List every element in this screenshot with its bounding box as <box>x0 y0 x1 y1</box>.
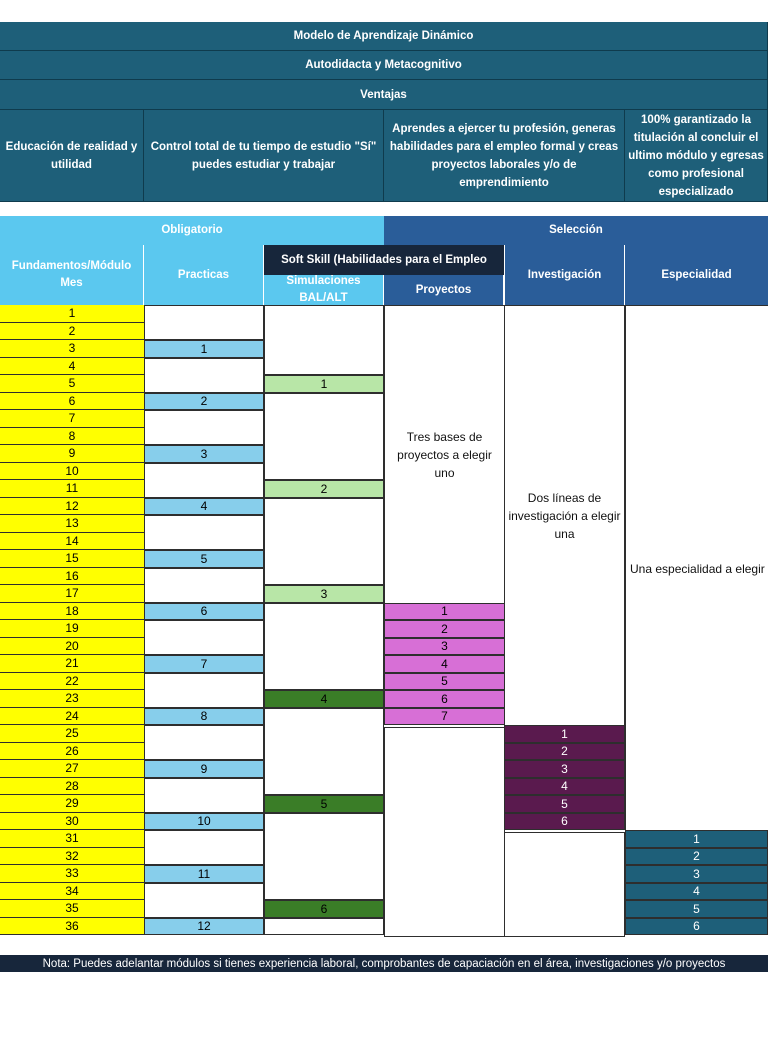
practica-cell: 8 <box>144 708 264 726</box>
simulaciones-empty <box>264 708 384 796</box>
practica-cell: 11 <box>144 865 264 883</box>
practicas-empty <box>144 725 264 760</box>
month-cell: 2 <box>0 323 144 341</box>
especialidad-cell: 5 <box>625 900 768 918</box>
practicas-empty <box>144 515 264 550</box>
col-simulaciones: Simulaciones BAL/ALT <box>264 275 384 305</box>
month-cell: 20 <box>0 638 144 656</box>
advantages-heading: Ventajas <box>0 80 768 110</box>
practica-cell: 2 <box>144 393 264 411</box>
simulacion-cell: 2 <box>264 480 384 498</box>
month-cell: 32 <box>0 848 144 866</box>
advantage-3: Aprendes a ejercer tu profesión, generas habilidades para el empleo formal y creas proyectos laborales y/o de emprendimiento <box>384 110 625 202</box>
simulaciones-empty <box>264 813 384 901</box>
practicas-empty <box>144 305 264 340</box>
month-cell: 27 <box>0 760 144 778</box>
month-cell: 17 <box>0 585 144 603</box>
practica-cell: 4 <box>144 498 264 516</box>
simulacion-cell: 5 <box>264 795 384 813</box>
practicas-empty <box>144 620 264 655</box>
month-cell: 22 <box>0 673 144 691</box>
practica-cell: 7 <box>144 655 264 673</box>
proyecto-cell: 6 <box>384 690 505 708</box>
month-cell: 26 <box>0 743 144 761</box>
model-subtitle: Autodidacta y Metacognitivo <box>0 51 768 80</box>
month-cell: 30 <box>0 813 144 831</box>
group-selection: Selección <box>384 216 768 245</box>
investigacion-cell: 2 <box>504 743 625 761</box>
simulacion-cell: 6 <box>264 900 384 918</box>
month-cell: 1 <box>0 305 144 323</box>
especialidad-note: Una especialidad a elegir <box>630 561 765 576</box>
month-cell: 10 <box>0 463 144 481</box>
investigacion-cell: 3 <box>504 760 625 778</box>
investigacion-note: Dos líneas de investigación a elegir una <box>508 491 621 541</box>
simulacion-cell: 3 <box>264 585 384 603</box>
proyecto-cell: 7 <box>384 708 505 726</box>
month-cell: 21 <box>0 655 144 673</box>
proyectos-note: Tres bases de proyectos a elegir uno <box>397 429 492 480</box>
group-mandatory: Obligatorio <box>0 216 384 245</box>
month-cell: 12 <box>0 498 144 516</box>
col-practicas: Practicas <box>144 245 264 305</box>
practicas-empty <box>144 568 264 603</box>
month-cell: 9 <box>0 445 144 463</box>
proyecto-cell: 5 <box>384 673 505 691</box>
proyecto-cell: 1 <box>384 603 505 621</box>
proyecto-cell: 3 <box>384 638 505 656</box>
practicas-empty <box>144 883 264 918</box>
model-title: Modelo de Aprendizaje Dinámico <box>0 22 768 51</box>
month-cell: 33 <box>0 865 144 883</box>
simulaciones-empty <box>264 498 384 586</box>
especialidad-cell: 4 <box>625 883 768 901</box>
month-cell: 18 <box>0 603 144 621</box>
month-cell: 31 <box>0 830 144 848</box>
practicas-empty <box>144 830 264 865</box>
month-cell: 8 <box>0 428 144 446</box>
month-cell: 6 <box>0 393 144 411</box>
col-investigacion: Investigación <box>504 245 625 305</box>
proyecto-cell: 4 <box>384 655 505 673</box>
investigacion-cell: 5 <box>504 795 625 813</box>
especialidad-cell: 2 <box>625 848 768 866</box>
month-cell: 25 <box>0 725 144 743</box>
month-cell: 13 <box>0 515 144 533</box>
month-cell: 16 <box>0 568 144 586</box>
month-cell: 15 <box>0 550 144 568</box>
practica-cell: 9 <box>144 760 264 778</box>
month-cell: 24 <box>0 708 144 726</box>
month-cell: 35 <box>0 900 144 918</box>
investigacion-cell: 4 <box>504 778 625 796</box>
practica-cell: 6 <box>144 603 264 621</box>
simulaciones-empty <box>264 918 384 936</box>
advantage-2: Control total de tu tiempo de estudio "Sí" puedes estudiar y trabajar <box>144 110 384 202</box>
month-cell: 19 <box>0 620 144 638</box>
month-cell: 4 <box>0 358 144 376</box>
proyecto-cell: 2 <box>384 620 505 638</box>
practica-cell: 12 <box>144 918 264 936</box>
footer-note: Nota: Puedes adelantar módulos si tienes experiencia laboral, comprobantes de capaciación en el área, investigaciones y/o proyectos <box>0 955 768 972</box>
month-cell: 23 <box>0 690 144 708</box>
investigacion-cell: 6 <box>504 813 625 831</box>
especialidad-cell: 3 <box>625 865 768 883</box>
especialidad-cell: 6 <box>625 918 768 936</box>
col-soft-skill: Soft Skill (Habilidades para el Empleo <box>264 245 504 275</box>
practica-cell: 5 <box>144 550 264 568</box>
practica-cell: 1 <box>144 340 264 358</box>
investigacion-cell: 1 <box>504 725 625 743</box>
month-cell: 11 <box>0 480 144 498</box>
simulacion-cell: 4 <box>264 690 384 708</box>
practica-cell: 10 <box>144 813 264 831</box>
practicas-empty <box>144 358 264 393</box>
month-cell: 5 <box>0 375 144 393</box>
practica-cell: 3 <box>144 445 264 463</box>
col-fundamentos: Fundamentos/Módulo Mes <box>0 245 144 305</box>
month-cell: 36 <box>0 918 144 936</box>
month-cell: 28 <box>0 778 144 796</box>
month-cell: 3 <box>0 340 144 358</box>
month-cell: 34 <box>0 883 144 901</box>
simulacion-cell: 1 <box>264 375 384 393</box>
practicas-empty <box>144 778 264 813</box>
simulaciones-empty <box>264 305 384 375</box>
simulaciones-empty <box>264 603 384 691</box>
practicas-empty <box>144 410 264 445</box>
col-proyectos: Proyectos <box>384 275 504 305</box>
proyectos-empty-cell <box>384 727 505 937</box>
month-cell: 14 <box>0 533 144 551</box>
especialidad-cell: 1 <box>625 830 768 848</box>
investigacion-empty-cell <box>504 832 625 937</box>
advantage-1: Educación de realidad y utilidad <box>0 110 144 202</box>
month-cell: 7 <box>0 410 144 428</box>
advantage-4: 100% garantizado la titulación al concluir el ultimo módulo y egresas como profesional especializado <box>625 110 768 202</box>
simulaciones-empty <box>264 393 384 481</box>
practicas-empty <box>144 463 264 498</box>
col-especialidad: Especialidad <box>625 245 768 305</box>
practicas-empty <box>144 673 264 708</box>
month-cell: 29 <box>0 795 144 813</box>
